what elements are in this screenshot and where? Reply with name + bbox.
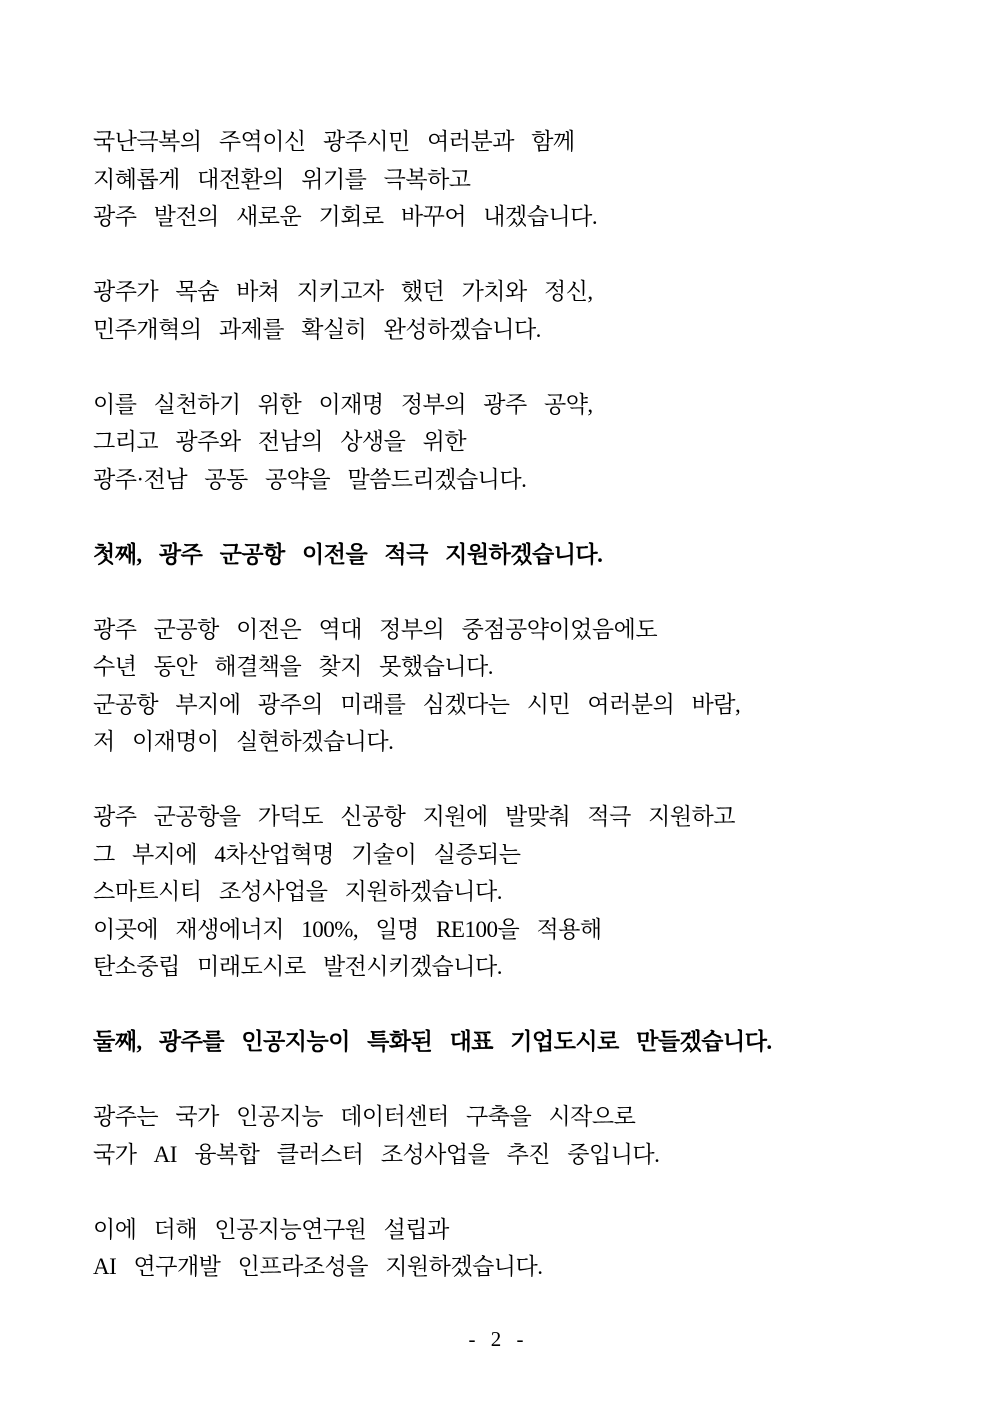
text-line: 민주개혁의 과제를 확실히 완성하겠습니다. [93, 316, 541, 342]
text-line: 국가 AI 융복합 클러스터 조성사업을 추진 중입니다. [93, 1141, 660, 1167]
text-line: 광주가 목숨 바쳐 지키고자 했던 가치와 정신, [93, 279, 593, 304]
text-line: 광주는 국가 인공지능 데이터센터 구축을 시작으로 [93, 1104, 636, 1129]
text-line: 이에 더해 인공지능연구원 설립과 [93, 1216, 449, 1242]
text-line: 그 부지에 4차산업혁명 기술이 실증되는 [93, 841, 521, 867]
text-line: 군공항 부지에 광주의 미래를 심겠다는 시민 여러분의 바람, [93, 691, 741, 717]
text-line: 둘째, 광주를 인공지능이 특화된 대표 기업도시로 만들겠습니다. [93, 1029, 772, 1054]
text-line: 그리고 광주와 전남의 상생을 위한 [93, 429, 467, 454]
paragraph [93, 123, 903, 236]
text-line: 광주 발전의 새로운 기회로 바꾸어 내겠습니다. [93, 204, 598, 229]
document-body [93, 123, 903, 1323]
page-number: - 2 - [468, 1327, 524, 1351]
paragraph [93, 386, 903, 499]
text-line: 첫째, 광주 군공항 이전을 적극 지원하겠습니다. [93, 541, 603, 567]
text-line: 수년 동안 해결책을 찾지 못했습니다. [93, 654, 494, 679]
paragraph [93, 1098, 903, 1173]
paragraph [93, 1211, 903, 1286]
text-line: 이곳에 재생에너지 100%, 일명 RE100을 적용해 [93, 916, 602, 942]
text-line: 스마트시티 조성사업을 지원하겠습니다. [93, 879, 502, 904]
text-line: 광주·전남 공동 공약을 말씀드리겠습니다. [93, 466, 527, 492]
paragraph [93, 273, 903, 348]
text-line: 탄소중립 미래도시로 발전시키겠습니다. [93, 954, 502, 979]
paragraph [93, 798, 903, 986]
page-footer [0, 1326, 992, 1352]
section-heading [93, 1023, 903, 1061]
text-line: 광주 군공항 이전은 역대 정부의 중점공약이었음에도 [93, 616, 658, 642]
text-line: AI 연구개발 인프라조성을 지원하겠습니다. [93, 1254, 543, 1279]
text-line: 국난극복의 주역이신 광주시민 여러분과 함께 [93, 129, 575, 154]
text-line: 지혜롭게 대전환의 위기를 극복하고 [93, 166, 471, 192]
paragraph [93, 611, 903, 761]
text-line: 저 이재명이 실현하겠습니다. [93, 729, 394, 754]
text-line: 이를 실천하기 위한 이재명 정부의 광주 공약, [93, 391, 593, 417]
text-line: 광주 군공항을 가덕도 신공항 지원에 발맞춰 적극 지원하고 [93, 804, 735, 829]
section-heading [93, 536, 903, 574]
